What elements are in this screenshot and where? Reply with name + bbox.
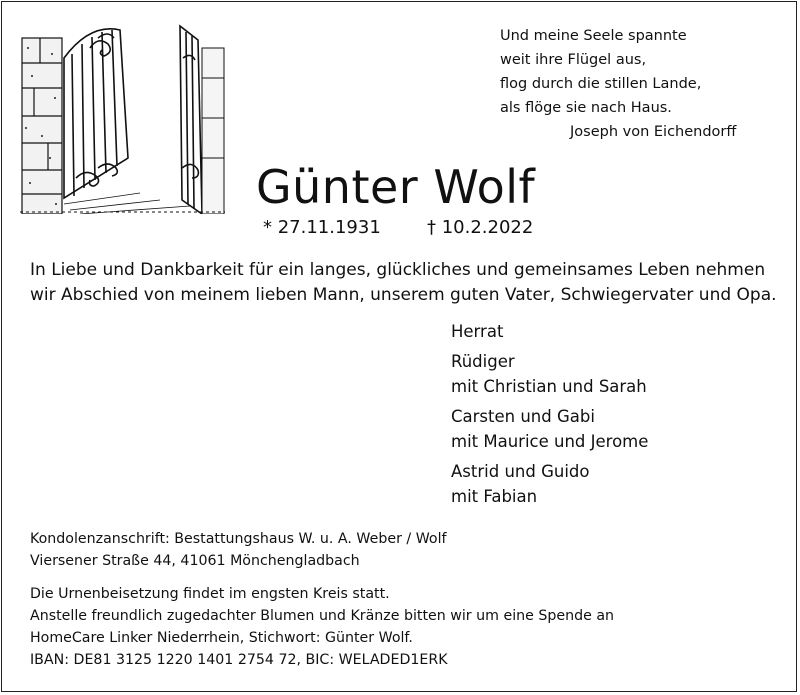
- family-children: mit Maurice und Jerome: [451, 432, 649, 451]
- notes-line: Anstelle freundlich zugedachter Blumen und Kränze bitten wir um eine Spende an: [30, 608, 615, 624]
- poem-line: Und meine Seele spannte: [500, 28, 687, 44]
- poem: [500, 24, 780, 144]
- family-member: Astrid und Guido: [451, 462, 590, 481]
- family-member: Herrat: [451, 322, 504, 341]
- intro-text: [30, 258, 780, 308]
- family-member: Rüdiger: [451, 352, 515, 371]
- notes-line: Die Urnenbeisetzung findet im engsten Kreis statt.: [30, 586, 390, 602]
- poem-line: flog durch die stillen Lande,: [500, 76, 702, 92]
- birth-date: * 27.11.1931: [263, 217, 381, 238]
- intro-line: wir Abschied von meinem lieben Mann, unserem guten Vater, Schwiegervater und Opa.: [30, 285, 777, 305]
- family-list: [451, 319, 781, 514]
- family-group: [451, 349, 781, 399]
- poem-line: weit ihre Flügel aus,: [500, 52, 647, 68]
- donation-notes: [30, 583, 780, 671]
- poem-line: als flöge sie nach Haus.: [500, 100, 672, 116]
- family-group: [451, 459, 781, 509]
- family-group: [451, 404, 781, 454]
- poem-author: Joseph von Eichendorff: [570, 124, 737, 140]
- garden-gate-illustration: [20, 18, 225, 214]
- bank-details: IBAN: DE81 3125 1220 1401 2754 72, BIC: WELADED1ERK: [30, 652, 448, 668]
- notes-line: HomeCare Linker Niederrhein, Stichwort: Günter Wolf.: [30, 630, 413, 646]
- family-member: Carsten und Gabi: [451, 407, 595, 426]
- family-children: mit Christian und Sarah: [451, 377, 647, 396]
- death-date: † 10.2.2022: [427, 217, 534, 238]
- family-children: mit Fabian: [451, 487, 538, 506]
- footer-info: [30, 528, 780, 682]
- condolence-address: [30, 528, 780, 572]
- intro-line: In Liebe und Dankbarkeit für ein langes, glückliches und gemeinsames Leben nehmen: [30, 260, 766, 280]
- condolence-line: Viersener Straße 44, 41061 Mönchengladbach: [30, 553, 360, 569]
- condolence-line: Kondolenzanschrift: Bestattungshaus W. u. A. Weber / Wolf: [30, 531, 447, 547]
- deceased-name: Günter Wolf: [256, 160, 536, 214]
- family-group: [451, 319, 781, 344]
